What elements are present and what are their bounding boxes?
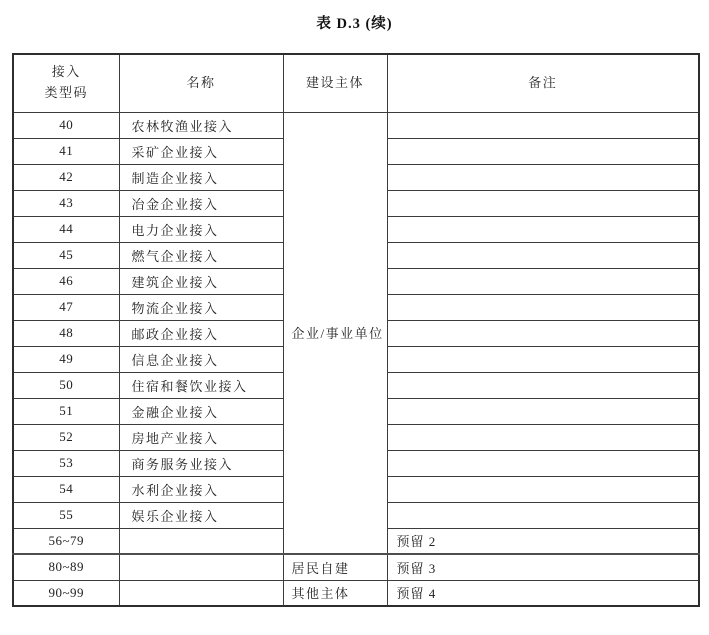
subject-cell-resident: 居民自建 bbox=[283, 554, 387, 580]
code-cell: 45 bbox=[13, 242, 119, 268]
page-title: 表 D.3 (续) bbox=[316, 16, 393, 32]
remark-cell: 预留 3 bbox=[387, 554, 699, 580]
table-row bbox=[13, 580, 699, 606]
name-cell: 水利企业接入 bbox=[119, 476, 283, 502]
name-cell bbox=[119, 528, 283, 554]
remark-cell bbox=[387, 216, 699, 242]
header-subject: 建设主体 bbox=[283, 54, 387, 112]
remark-cell: 预留 2 bbox=[387, 528, 699, 554]
name-cell: 建筑企业接入 bbox=[119, 268, 283, 294]
name-cell: 房地产业接入 bbox=[119, 424, 283, 450]
access-type-table bbox=[12, 53, 700, 607]
subject-cell-other: 其他主体 bbox=[283, 580, 387, 606]
code-cell: 49 bbox=[13, 346, 119, 372]
remark-cell bbox=[387, 424, 699, 450]
code-cell: 47 bbox=[13, 294, 119, 320]
name-cell: 冶金企业接入 bbox=[119, 190, 283, 216]
code-cell: 54 bbox=[13, 476, 119, 502]
code-cell: 90~99 bbox=[13, 580, 119, 606]
remark-cell bbox=[387, 242, 699, 268]
code-cell: 40 bbox=[13, 112, 119, 138]
code-cell: 52 bbox=[13, 424, 119, 450]
code-cell: 56~79 bbox=[13, 528, 119, 554]
remark-cell bbox=[387, 398, 699, 424]
header-remark: 备注 bbox=[387, 54, 699, 112]
name-cell: 金融企业接入 bbox=[119, 398, 283, 424]
remark-cell bbox=[387, 138, 699, 164]
table-body bbox=[13, 112, 699, 606]
table-row bbox=[13, 112, 699, 138]
remark-cell bbox=[387, 450, 699, 476]
header-code-line2: 类型码 bbox=[44, 85, 88, 101]
name-cell: 采矿企业接入 bbox=[119, 138, 283, 164]
name-cell: 娱乐企业接入 bbox=[119, 502, 283, 528]
name-cell bbox=[119, 580, 283, 606]
name-cell bbox=[119, 554, 283, 580]
table-header bbox=[13, 54, 699, 112]
name-cell: 物流企业接入 bbox=[119, 294, 283, 320]
code-cell: 43 bbox=[13, 190, 119, 216]
name-cell: 燃气企业接入 bbox=[119, 242, 283, 268]
name-cell: 电力企业接入 bbox=[119, 216, 283, 242]
remark-cell bbox=[387, 268, 699, 294]
remark-cell bbox=[387, 320, 699, 346]
remark-cell bbox=[387, 190, 699, 216]
header-code-line1: 接入 bbox=[51, 64, 81, 80]
name-cell: 商务服务业接入 bbox=[119, 450, 283, 476]
name-cell: 住宿和餐饮业接入 bbox=[119, 372, 283, 398]
remark-cell bbox=[387, 164, 699, 190]
name-cell: 信息企业接入 bbox=[119, 346, 283, 372]
remark-cell bbox=[387, 502, 699, 528]
header-row bbox=[13, 54, 699, 112]
code-cell: 48 bbox=[13, 320, 119, 346]
header-code bbox=[13, 54, 119, 112]
code-cell: 80~89 bbox=[13, 554, 119, 580]
code-cell: 46 bbox=[13, 268, 119, 294]
code-cell: 50 bbox=[13, 372, 119, 398]
name-cell: 邮政企业接入 bbox=[119, 320, 283, 346]
remark-cell bbox=[387, 372, 699, 398]
table-row bbox=[13, 554, 699, 580]
code-cell: 55 bbox=[13, 502, 119, 528]
code-cell: 44 bbox=[13, 216, 119, 242]
code-cell: 53 bbox=[13, 450, 119, 476]
code-cell: 51 bbox=[13, 398, 119, 424]
name-cell: 制造企业接入 bbox=[119, 164, 283, 190]
remark-cell bbox=[387, 294, 699, 320]
remark-cell: 预留 4 bbox=[387, 580, 699, 606]
remark-cell bbox=[387, 346, 699, 372]
subject-cell-enterprise: 企业/事业单位 bbox=[283, 112, 387, 554]
code-cell: 41 bbox=[13, 138, 119, 164]
remark-cell bbox=[387, 112, 699, 138]
name-cell: 农林牧渔业接入 bbox=[119, 112, 283, 138]
header-name: 名称 bbox=[119, 54, 283, 112]
remark-cell bbox=[387, 476, 699, 502]
code-cell: 42 bbox=[13, 164, 119, 190]
